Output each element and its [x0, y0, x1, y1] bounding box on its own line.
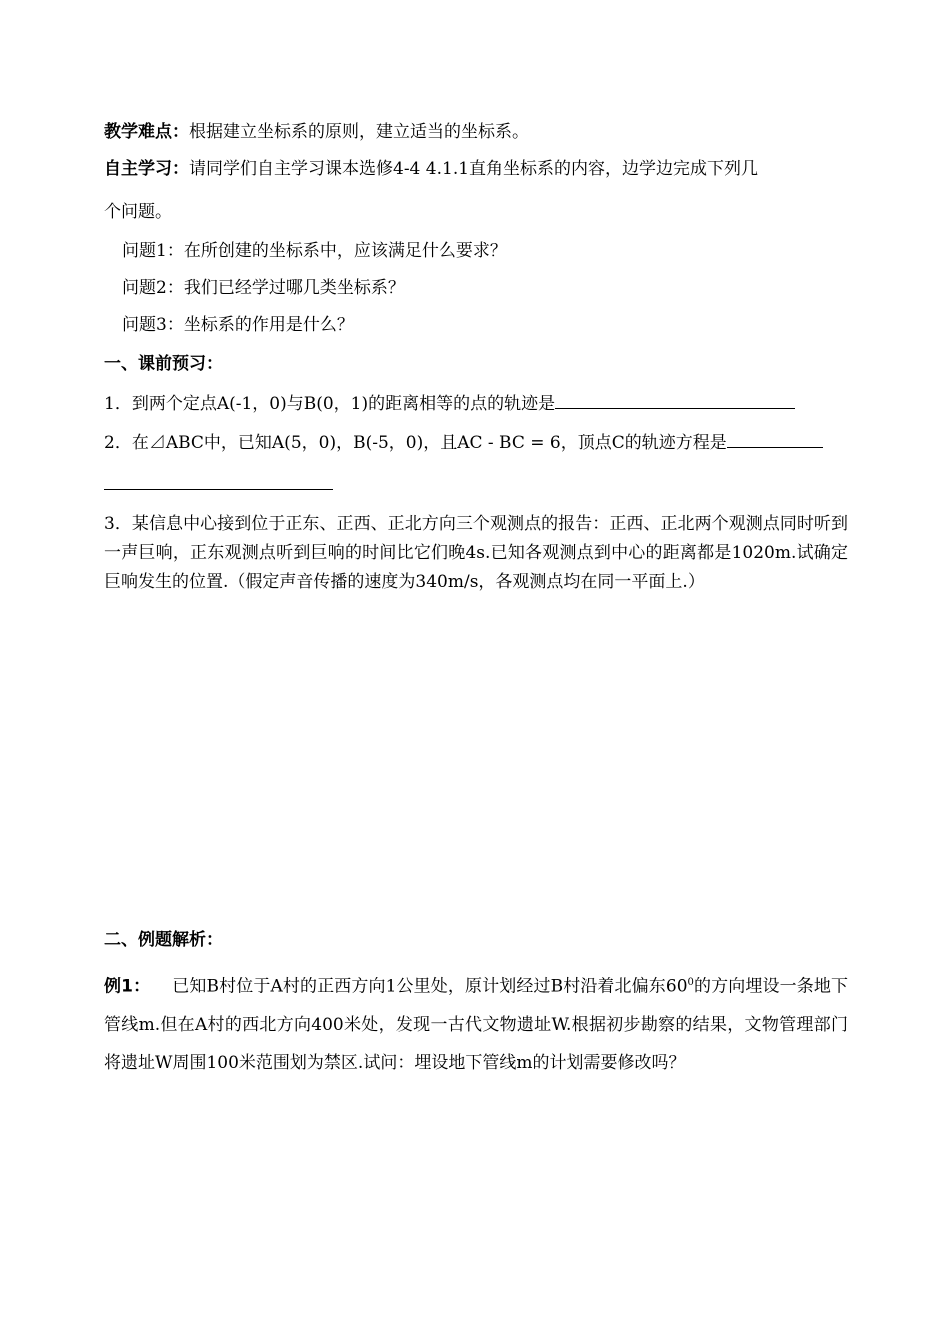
section-1-heading: 一、课前预习： [104, 354, 223, 374]
degree-superscript: 0 [687, 977, 694, 988]
preview-item-1 [104, 390, 795, 416]
answer-blank-2b[interactable] [104, 489, 333, 490]
preview-item-2-text: 2．在⊿ABC中，已知A(5，0)，B(-5，0)，且AC - BC = 6，顶点C的轨迹方程是 [104, 433, 727, 453]
self-study-text: 请同学们自主学习课本选修4-4 4.1.1直角坐标系的内容，边学边完成下列几 [189, 159, 759, 179]
preview-item-1-text: 1．到两个定点A(-1，0)与B(0，1)的距离相等的点的轨迹是 [104, 394, 556, 414]
example-1-text-a: 已知B村位于A村的正西方向1公里处，原计划经过B村沿着北偏东60 [172, 976, 688, 997]
preview-item-3: 3．某信息中心接到位于正东、正西、正北方向三个观测点的报告：正西、正北两个观测点同时听到一声巨响，正东观测点听到巨响的时间比它们晚4s.已知各观测点到中心的距离都是1020m.试确定巨响发生的位置.（假定声音传播的速度为340m/s，各观测点均在同一平面上.） [104, 514, 848, 592]
example-1-label: 例1： [104, 976, 151, 997]
question-3: 问题3：坐标系的作用是什么？ [122, 315, 354, 335]
teaching-difficulty [104, 120, 529, 144]
preview-item-2 [104, 429, 823, 455]
question-1: 问题1：在所创建的坐标系中，应该满足什么要求？ [122, 241, 507, 261]
teaching-difficulty-label: 教学难点： [104, 122, 189, 142]
teaching-difficulty-text: 根据建立坐标系的原则，建立适当的坐标系。 [189, 122, 529, 142]
answer-blank-1[interactable] [555, 390, 795, 409]
answer-blank-2a[interactable] [727, 429, 823, 448]
self-study [104, 157, 758, 181]
section-2-heading: 二、例题解析： [104, 930, 223, 950]
question-2: 问题2：我们已经学过哪几类坐标系？ [122, 278, 405, 298]
self-study-label: 自主学习： [104, 159, 189, 179]
example-1-text-b: 的方向埋设一条地下管线m.但在A村的西北方向400米处，发现一古代文物遗址W.根据初步勘察的结果，文物管理部门将遗址W周围100米范围划为禁区.试问：埋设地下管线m的计划需要修改吗？ [104, 976, 848, 1073]
example-1 [104, 964, 848, 1082]
self-study-continued: 个问题。 [104, 202, 172, 222]
